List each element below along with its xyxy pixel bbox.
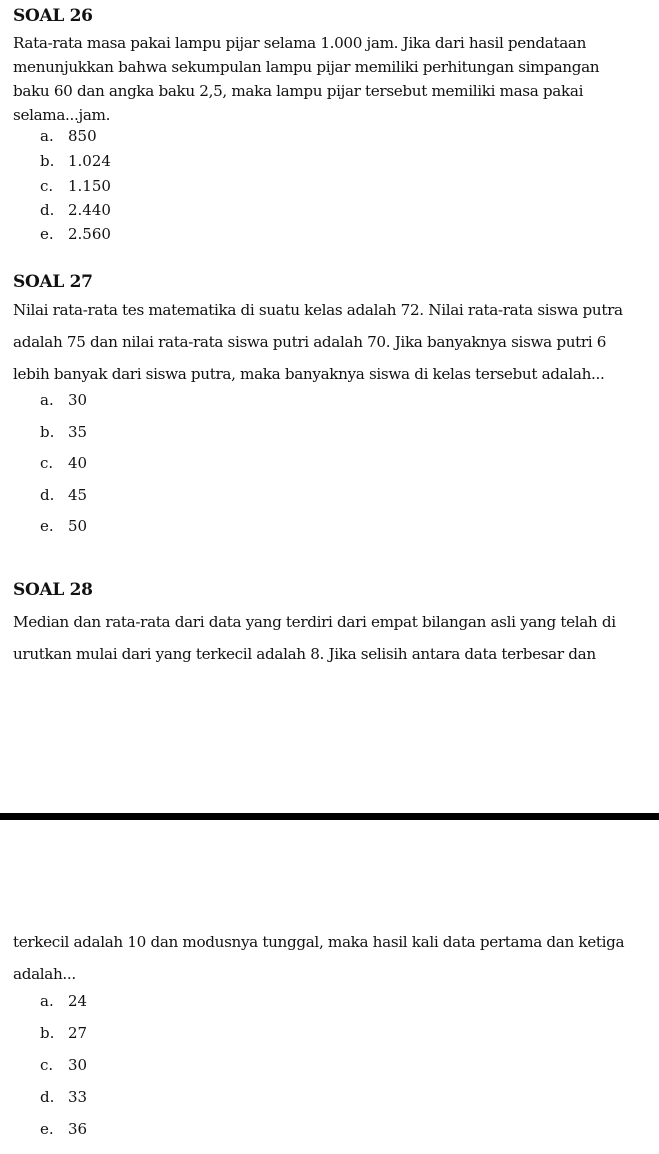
question-27-option-d[interactable]	[40, 485, 87, 505]
option-letter: d.	[40, 1088, 55, 1106]
question-27-title: SOAL 27	[13, 272, 93, 292]
question-26-line: selama...jam.	[13, 106, 111, 124]
question-28-title: SOAL 28	[13, 580, 93, 600]
question-28-line: Median dan rata-rata dari data yang terdiri dari empat bilangan asli yang telah di	[13, 613, 616, 631]
question-28-option-b[interactable]	[40, 1023, 87, 1043]
question-26-option-b[interactable]	[40, 151, 111, 171]
question-26-text	[13, 31, 653, 127]
option-value: 1.150	[68, 177, 111, 195]
option-letter: d.	[40, 201, 55, 219]
question-28-option-e[interactable]	[40, 1119, 87, 1139]
question-26-option-d[interactable]	[40, 200, 111, 220]
option-value: 30	[68, 391, 88, 409]
option-value: 40	[68, 454, 88, 472]
option-value: 2.440	[68, 201, 111, 219]
question-27-text	[13, 294, 653, 390]
option-letter: b.	[40, 423, 55, 441]
question-28-text-top	[13, 606, 653, 670]
option-value: 2.560	[68, 225, 111, 243]
question-27-option-a[interactable]	[40, 390, 87, 410]
option-value: 30	[68, 1056, 88, 1074]
question-28-option-d[interactable]	[40, 1087, 87, 1107]
question-26-line: baku 60 dan angka baku 2,5, maka lampu pijar tersebut memiliki masa pakai	[13, 82, 584, 100]
question-28-line: terkecil adalah 10 dan modusnya tunggal, maka hasil kali data pertama dan ketiga	[13, 933, 625, 951]
option-letter: d.	[40, 486, 55, 504]
option-value: 33	[68, 1088, 88, 1106]
option-letter: e.	[40, 225, 54, 243]
option-value: 850	[68, 127, 97, 145]
option-letter: e.	[40, 517, 54, 535]
option-letter: b.	[40, 152, 55, 170]
question-28-option-a[interactable]	[40, 991, 87, 1011]
option-value: 1.024	[68, 152, 111, 170]
option-value: 24	[68, 992, 88, 1010]
question-28-text-bottom	[13, 926, 653, 990]
question-26-option-e[interactable]	[40, 224, 111, 244]
question-26-option-c[interactable]	[40, 176, 111, 196]
question-27-option-c[interactable]	[40, 453, 87, 473]
question-26-option-a[interactable]	[40, 126, 97, 146]
question-28-line: urutkan mulai dari yang terkecil adalah 8. Jika selisih antara data terbesar dan	[13, 645, 596, 663]
question-26-title: SOAL 26	[13, 6, 93, 26]
option-value: 27	[68, 1024, 88, 1042]
option-letter: c.	[40, 177, 54, 195]
question-28-line: adalah...	[13, 965, 76, 983]
option-value: 45	[68, 486, 88, 504]
question-27-line: adalah 75 dan nilai rata-rata siswa putri adalah 70. Jika banyaknya siswa putri 6	[13, 333, 607, 351]
option-value: 36	[68, 1120, 88, 1138]
option-letter: a.	[40, 391, 54, 409]
option-value: 35	[68, 423, 88, 441]
page-divider	[0, 813, 659, 820]
question-26-line: Rata-rata masa pakai lampu pijar selama 1.000 jam. Jika dari hasil pendataan	[13, 34, 587, 52]
question-27-option-e[interactable]	[40, 516, 87, 536]
option-letter: b.	[40, 1024, 55, 1042]
option-letter: c.	[40, 454, 54, 472]
question-27-line: lebih banyak dari siswa putra, maka banyaknya siswa di kelas tersebut adalah...	[13, 365, 605, 383]
question-28-option-c[interactable]	[40, 1055, 87, 1075]
question-27-option-b[interactable]	[40, 422, 87, 442]
option-letter: c.	[40, 1056, 54, 1074]
question-26-line: menunjukkan bahwa sekumpulan lampu pijar memiliki perhitungan simpangan	[13, 58, 600, 76]
question-27-line: Nilai rata-rata tes matematika di suatu kelas adalah 72. Nilai rata-rata siswa putra	[13, 301, 623, 319]
option-letter: e.	[40, 1120, 54, 1138]
option-letter: a.	[40, 127, 54, 145]
option-letter: a.	[40, 992, 54, 1010]
option-value: 50	[68, 517, 88, 535]
